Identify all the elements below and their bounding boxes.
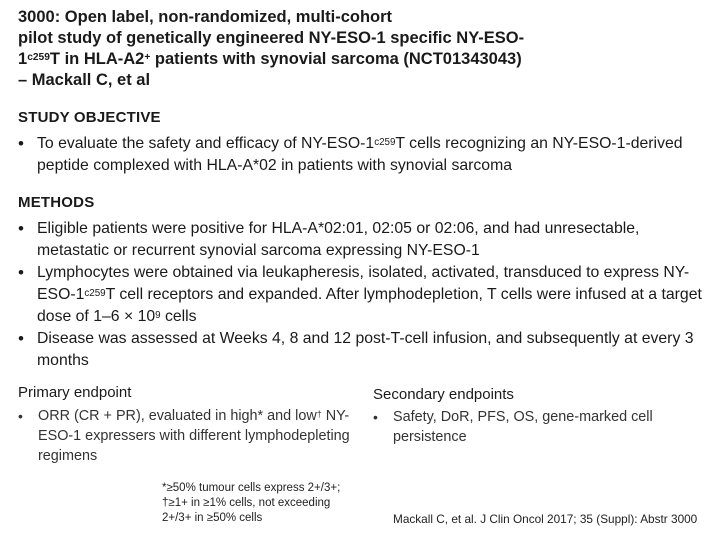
superscript: c259 (374, 136, 396, 148)
bullet-glyph: • (18, 329, 24, 348)
bullet-glyph: • (18, 408, 23, 424)
study-objective-list (18, 133, 712, 177)
footnote (162, 481, 340, 526)
superscript: c259 (84, 287, 106, 299)
title-line: – Mackall C, et al (18, 71, 151, 89)
methods-heading: METHODS (18, 194, 95, 211)
list-item (18, 262, 712, 328)
bullet-glyph: • (373, 409, 378, 425)
title-text: 1 (18, 50, 28, 68)
title-text: T in HLA-A2 (49, 50, 145, 68)
slide-title (18, 7, 608, 91)
title-line: 3000: Open label, non-randomized, multi-cohort (18, 8, 393, 26)
bullet-text-part: T cell receptors and expanded. After lymphodepletion, T cells were infused at a target dose of 1–6 × 10 (37, 286, 702, 325)
bullet-glyph: • (18, 134, 24, 153)
bullet-text-part: cells (160, 308, 197, 325)
study-objective-heading: STUDY OBJECTIVE (18, 109, 161, 126)
list-item (18, 328, 712, 372)
bullet-text: Eligible patients were positive for HLA-A*02:01, 02:05 or 02:06, and had unresectable, metastatic or recurrent synovial sarcoma expressing NY-ESO-1 (37, 220, 640, 259)
secondary-endpoints-heading: Secondary endpoints (373, 386, 514, 403)
bullet-text-part: To evaluate the safety and efficacy of NY-ESO-1 (37, 135, 375, 152)
title-superscript: + (144, 52, 151, 64)
footnote-line: 2+/3+ in ≥50% cells (162, 512, 263, 524)
bullet-text (37, 133, 712, 177)
title-line: pilot study of genetically engineered NY-ESO-1 specific NY-ESO- (18, 29, 525, 47)
methods-list (18, 218, 712, 372)
bullet-text (37, 262, 712, 328)
title-line (18, 49, 608, 70)
bullet-text-part: Lymphocytes were obtained via leukapheresis, isolated, activated, transduced to express NY-ESO-1 (37, 264, 690, 303)
primary-endpoint-list (18, 406, 358, 466)
bullet-text-part: NY-ESO-1 expressers with different lymphodepleting regimens (38, 408, 350, 464)
superscript: 9 (155, 309, 161, 321)
bullet-text: Safety, DoR, PFS, OS, gene-marked cell persistence (393, 409, 653, 445)
secondary-endpoints-list (373, 407, 703, 447)
list-item (18, 133, 712, 177)
superscript: † (316, 408, 322, 419)
bullet-glyph: • (18, 219, 24, 238)
bullet-text-part: ORR (CR + PR), evaluated in high* and low (38, 408, 317, 424)
list-item (373, 407, 703, 447)
list-item (18, 218, 712, 262)
bullet-glyph: • (18, 263, 24, 282)
footnote-line: *≥50% tumour cells express 2+/3+; (162, 482, 341, 494)
bullet-text (38, 406, 358, 466)
primary-endpoint-heading: Primary endpoint (18, 384, 132, 401)
reference-citation: Mackall C, et al. J Clin Oncol 2017; 35 (Suppl): Abstr 3000 (393, 512, 698, 526)
footnote-line: †≥1+ in ≥1% cells, not exceeding (162, 497, 331, 509)
list-item (18, 406, 358, 466)
bullet-text-part: T cells recognizing an NY-ESO-1-derived peptide complexed with HLA-A*02 in patients with synovial sarcoma (37, 135, 683, 174)
bullet-text: Disease was assessed at Weeks 4, 8 and 12 post-T-cell infusion, and subsequently at every 3 months (37, 330, 694, 369)
title-text: patients with synovial sarcoma (NCT01343043) (150, 50, 522, 68)
title-superscript: c259 (27, 52, 50, 64)
